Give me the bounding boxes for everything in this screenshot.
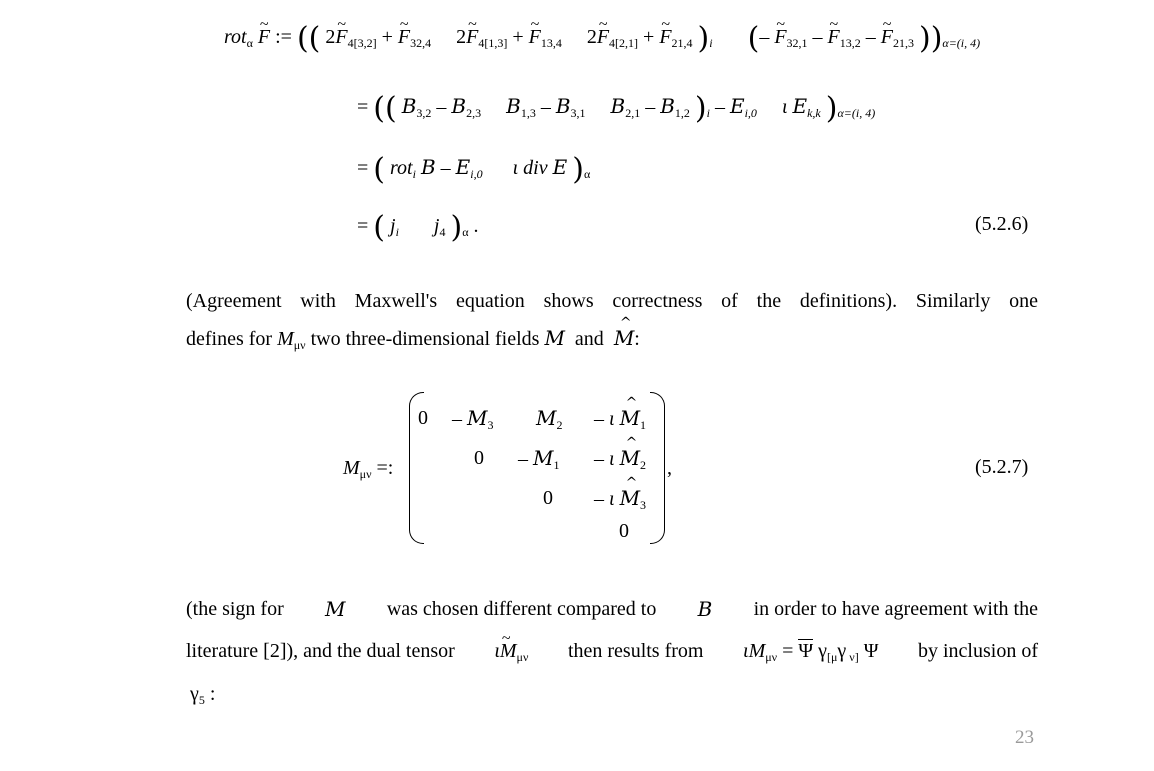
paragraph-2-line-1: (the sign for M was chosen different compared to B in order to have agreement with the: [186, 597, 1038, 621]
matrix-cell-r1c2: – $M_3$: [452, 406, 494, 432]
matrix-cell-r1c4: – ι ^ $M_1$: [594, 408, 646, 431]
matrix-cell-r3c4: – ι ^ $M_3$: [594, 488, 646, 511]
rot-alpha: α: [246, 36, 253, 50]
term-2: 2~ $F_{4[1,3]}$ + ~ $F_{13,4}$: [456, 26, 562, 48]
matrix-cell-r2c4: – ι ^ $M_2$: [594, 448, 646, 471]
page-number: 23: [1015, 727, 1034, 748]
matrix-cell-r1c1: 0: [418, 407, 428, 429]
open-paren: ((: [296, 21, 321, 56]
matrix-cell-r1c3: $M_2$: [536, 406, 563, 432]
matrix-cell-r3c3: 0: [543, 487, 553, 509]
equation-number-526: (5.2.6): [975, 213, 1029, 235]
rot-F: ~ F: [258, 27, 270, 47]
rot-symbol: rot: [224, 26, 247, 48]
matrix-cell-r4c4: 0: [619, 520, 629, 542]
equation-row-2: = (( $B_{3,2} - B_{2,3}$ $B_{1,3} - B_{3,1}$ $B_{2,1} - B_{1,2}$ )$_i - E_{i,0}$ ι $E_{k,k}$ )$_{\alpha=(i, 4)}$: [357, 91, 876, 126]
paragraph-1-line-2: defines for $M_{\mu\nu}$ two three-dimensional fields M and ^ M:: [186, 328, 640, 351]
matrix-right-bracket: [650, 392, 665, 544]
row1-alpha: α=(i, 4): [942, 36, 981, 50]
matrix-comma: ,: [667, 457, 672, 479]
paragraph-1-line-1: (Agreement with Maxwell's equation shows correctness of the definitions). Similarly one: [186, 290, 1038, 312]
equation-row-1: rot$_\alpha$ ~ F := (( 2~ $F_{4[3,2]}$ + ~ $F_{32,4}$ 2~ $F_{4[1,3]}$ + ~ $F_{13,4}$ 2~ $F_{4[2,1]}$ + ~ $F_{21,4}$ )$_i$ (– ~ $F_{32,1}$ – ~ $F_{13,2}$ – ~ $F_{21,3}$ ))$_{\alpha=(i, 4)}$: [224, 24, 980, 54]
matrix-cell-r2c2: 0: [474, 447, 484, 469]
defeq-symbol: :=: [275, 26, 292, 48]
paragraph-2-line-2: literature [2]), and the dual tensor ι~ $M_{\mu\nu}$ then results from $\iota M_{\mu\nu} = \Psi$ $\gamma_{[\mu}\gamma$ $_{\nu]}$ Ψ by inclusion of: [186, 641, 1038, 663]
equation-row-4: = ( $j_i$ $j_4$ )$_\alpha$ .: [357, 210, 479, 245]
paragraph-2-line-3: $\gamma_5$ :: [190, 683, 216, 707]
equation-number-527: (5.2.7): [975, 456, 1029, 478]
term-3: 2~ $F_{4[2,1]}$ + ~ $F_{21,4}$: [587, 26, 693, 48]
equation-row-3: = ( rot$_i$ B – $E_{i,0}$ ι div E )$_\alpha$: [357, 152, 591, 187]
matrix-lhs: $M_{\mu\nu}$ =:: [343, 457, 394, 481]
matrix-cell-r2c3: – $M_1$: [518, 446, 560, 472]
term-1: 2~ $F_{4[3,2]}$ + ~ $F_{32,4}$: [325, 26, 431, 48]
